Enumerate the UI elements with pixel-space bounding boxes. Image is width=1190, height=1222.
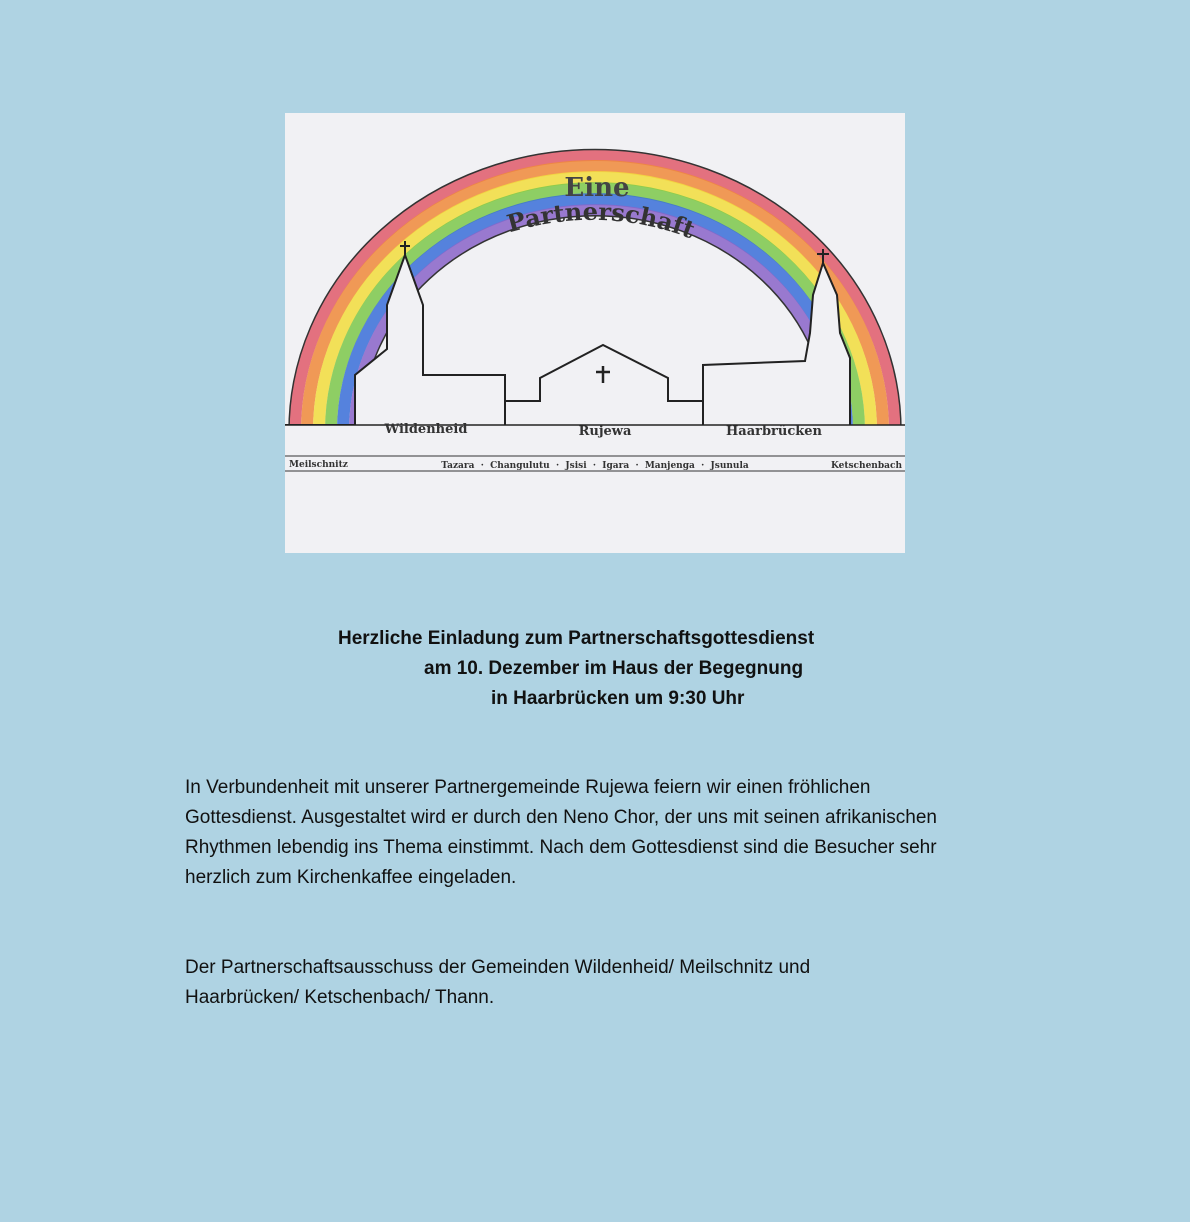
village-label-meilschnitz: Meilschnitz (289, 460, 348, 470)
signature-line: Haarbrücken/ Ketschenbach/ Thann. (185, 987, 495, 1008)
logo-title-line2: Partnerschaft (503, 196, 699, 245)
church-label-rujewa: Rujewa (578, 424, 632, 439)
church-label-wildenheid: Wildenheid (384, 422, 468, 437)
body-line: herzlich zum Kirchenkaffee eingeladen. (185, 867, 517, 888)
invitation-line-3: in Haarbrücken um 9:30 Uhr (491, 688, 745, 709)
body-line: Gottesdienst. Ausgestaltet wird er durch den Neno Chor, der uns mit seinen afrikanischen (185, 807, 937, 828)
village-label-ketschenbach: Ketschenbach (830, 461, 902, 471)
partnership-logo (285, 113, 905, 553)
invitation-line-2: am 10. Dezember im Haus der Begegnung (424, 658, 804, 679)
village-labels-tanzania: Tazara · Changulutu · Jsisi · Igara · Manjenga · Jsunula (441, 461, 749, 471)
church-label-haarbruecken: Haarbrücken (725, 424, 823, 439)
body-line: Rhythmen lebendig ins Thema einstimmt. Nach dem Gottesdienst sind die Besucher sehr (185, 837, 937, 858)
signature-line: Der Partnerschaftsausschuss der Gemeinden Wildenheid/ Meilschnitz und (185, 957, 811, 978)
body-paragraph (185, 773, 1085, 893)
invitation-line-1: Herzliche Einladung zum Partnerschaftsgottesdienst (338, 628, 815, 649)
logo-title-line1: Eine (564, 173, 630, 203)
body-line: In Verbundenheit mit unserer Partnergemeinde Rujewa feiern wir einen fröhlichen (185, 777, 871, 798)
logo-drawing (285, 113, 905, 553)
middle-church-outline (505, 345, 703, 425)
signature-paragraph (185, 953, 1085, 1013)
